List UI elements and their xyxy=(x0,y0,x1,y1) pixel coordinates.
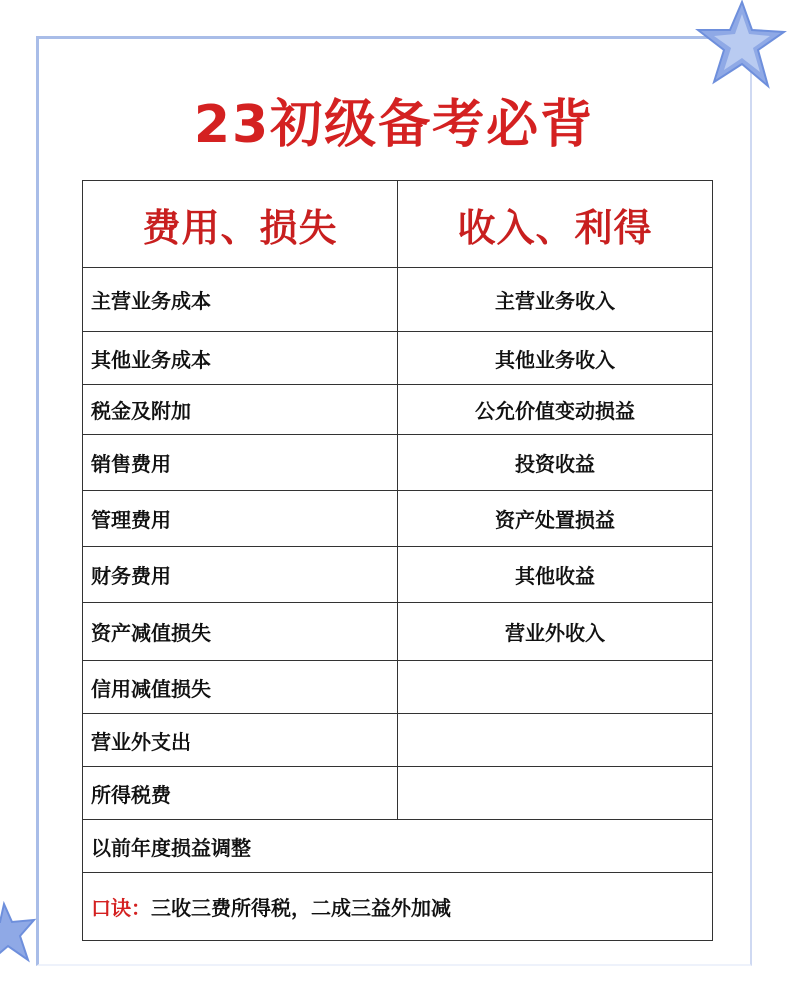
income-cell: 营业外收入 xyxy=(398,603,713,661)
expense-cell: 管理费用 xyxy=(83,491,398,547)
table-header-row xyxy=(83,181,713,268)
income-cell: 投资收益 xyxy=(398,435,713,491)
expense-cell: 资产减值损失 xyxy=(83,603,398,661)
table-row xyxy=(83,268,713,332)
income-cell: 其他收益 xyxy=(398,547,713,603)
expense-cell: 主营业务成本 xyxy=(83,268,398,332)
mnemonic-text: 三收三费所得税，二成三益外加减 xyxy=(151,896,451,920)
accounts-table xyxy=(82,180,713,941)
star-icon xyxy=(0,900,54,970)
expense-cell: 税金及附加 xyxy=(83,385,398,435)
income-cell xyxy=(398,661,713,714)
table-row xyxy=(83,661,713,714)
mnemonic-row xyxy=(83,873,713,941)
table-row xyxy=(83,385,713,435)
table-row xyxy=(83,714,713,767)
table-row xyxy=(83,820,713,873)
income-cell: 公允价值变动损益 xyxy=(398,385,713,435)
mnemonic-cell xyxy=(83,873,713,941)
star-icon xyxy=(690,0,788,92)
income-cell: 主营业务收入 xyxy=(398,268,713,332)
expense-cell: 信用减值损失 xyxy=(83,661,398,714)
income-cell: 其他业务收入 xyxy=(398,332,713,385)
expense-cell: 销售费用 xyxy=(83,435,398,491)
expense-cell: 财务费用 xyxy=(83,547,398,603)
income-cell xyxy=(398,767,713,820)
header-income: 收入、利得 xyxy=(398,181,713,268)
expense-cell: 营业外支出 xyxy=(83,714,398,767)
mnemonic-label: 口诀： xyxy=(91,896,151,920)
income-cell: 资产处置损益 xyxy=(398,491,713,547)
page-title: 23初级备考必背 xyxy=(193,95,595,155)
table-row xyxy=(83,332,713,385)
expense-cell: 其他业务成本 xyxy=(83,332,398,385)
table-row xyxy=(83,491,713,547)
income-cell xyxy=(398,714,713,767)
header-expenses: 费用、损失 xyxy=(83,181,398,268)
prior-year-adjustment-cell: 以前年度损益调整 xyxy=(83,820,713,873)
expense-cell: 所得税费 xyxy=(83,767,398,820)
table-row xyxy=(83,603,713,661)
table-row xyxy=(83,435,713,491)
table-row xyxy=(83,547,713,603)
table-row xyxy=(83,767,713,820)
